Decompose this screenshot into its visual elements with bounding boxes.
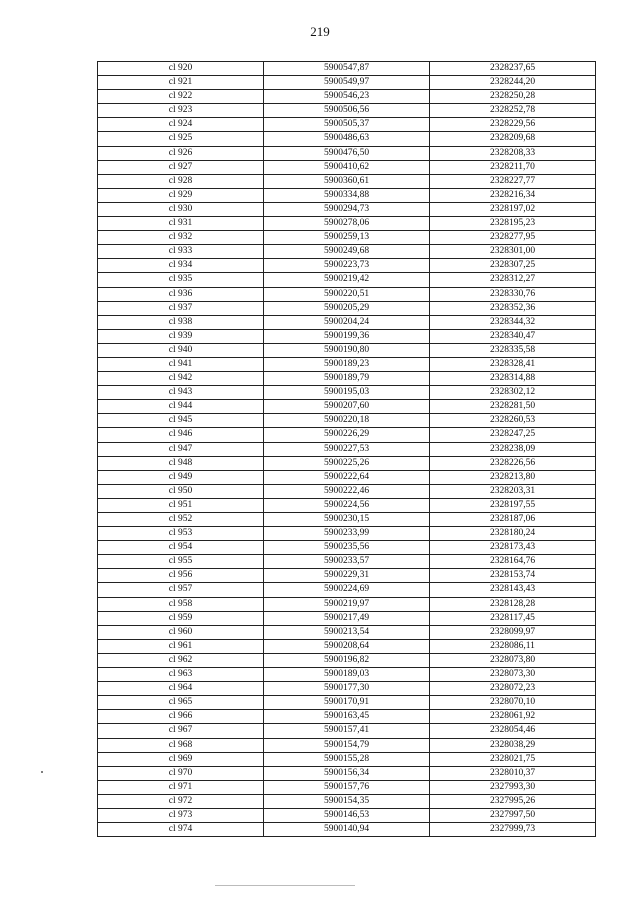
x-coordinate-cell: 5900220,51	[264, 287, 430, 301]
y-coordinate-cell: 2328197,02	[430, 202, 596, 216]
point-id-cell: cl 965	[98, 696, 264, 710]
table-row	[98, 62, 596, 76]
x-coordinate-cell: 5900146,53	[264, 808, 430, 822]
y-coordinate-cell: 2328173,43	[430, 541, 596, 555]
table-row	[98, 527, 596, 541]
y-coordinate-cell: 2328099,97	[430, 625, 596, 639]
x-coordinate-cell: 5900170,91	[264, 696, 430, 710]
x-coordinate-cell: 5900230,15	[264, 513, 430, 527]
point-id-cell: cl 932	[98, 231, 264, 245]
point-id-cell: cl 935	[98, 273, 264, 287]
table-row	[98, 597, 596, 611]
x-coordinate-cell: 5900157,41	[264, 724, 430, 738]
y-coordinate-cell: 2328180,24	[430, 527, 596, 541]
y-coordinate-cell: 2327995,26	[430, 794, 596, 808]
table-row	[98, 555, 596, 569]
table-row	[98, 329, 596, 343]
table-row	[98, 174, 596, 188]
table-row	[98, 245, 596, 259]
x-coordinate-cell: 5900224,56	[264, 498, 430, 512]
point-id-cell: cl 959	[98, 611, 264, 625]
point-id-cell: cl 970	[98, 766, 264, 780]
y-coordinate-cell: 2328328,41	[430, 357, 596, 371]
y-coordinate-cell: 2328247,25	[430, 428, 596, 442]
point-id-cell: cl 966	[98, 710, 264, 724]
x-coordinate-cell: 5900199,36	[264, 329, 430, 343]
y-coordinate-cell: 2328117,45	[430, 611, 596, 625]
point-id-cell: cl 940	[98, 343, 264, 357]
point-id-cell: cl 968	[98, 738, 264, 752]
point-id-cell: cl 952	[98, 513, 264, 527]
point-id-cell: cl 958	[98, 597, 264, 611]
table-row	[98, 315, 596, 329]
y-coordinate-cell: 2328307,25	[430, 259, 596, 273]
y-coordinate-cell: 2328213,80	[430, 470, 596, 484]
x-coordinate-cell: 5900207,60	[264, 400, 430, 414]
x-coordinate-cell: 5900233,57	[264, 555, 430, 569]
point-id-cell: cl 957	[98, 583, 264, 597]
point-id-cell: cl 951	[98, 498, 264, 512]
table-row	[98, 386, 596, 400]
x-coordinate-cell: 5900177,30	[264, 682, 430, 696]
point-id-cell: cl 946	[98, 428, 264, 442]
y-coordinate-cell: 2328216,34	[430, 188, 596, 202]
table-row	[98, 76, 596, 90]
table-row	[98, 414, 596, 428]
x-coordinate-cell: 5900189,03	[264, 668, 430, 682]
point-id-cell: cl 925	[98, 132, 264, 146]
x-coordinate-cell: 5900410,62	[264, 160, 430, 174]
x-coordinate-cell: 5900219,42	[264, 273, 430, 287]
table-row	[98, 104, 596, 118]
table-row	[98, 456, 596, 470]
x-coordinate-cell: 5900547,87	[264, 62, 430, 76]
point-id-cell: cl 964	[98, 682, 264, 696]
x-coordinate-cell: 5900227,53	[264, 442, 430, 456]
y-coordinate-cell: 2328277,95	[430, 231, 596, 245]
y-coordinate-cell: 2328164,76	[430, 555, 596, 569]
x-coordinate-cell: 5900189,79	[264, 372, 430, 386]
y-coordinate-cell: 2328302,12	[430, 386, 596, 400]
point-id-cell: cl 934	[98, 259, 264, 273]
y-coordinate-cell: 2328073,30	[430, 668, 596, 682]
x-coordinate-cell: 5900157,76	[264, 780, 430, 794]
x-coordinate-cell: 5900204,24	[264, 315, 430, 329]
x-coordinate-cell: 5900222,46	[264, 484, 430, 498]
y-coordinate-cell: 2328344,32	[430, 315, 596, 329]
y-coordinate-cell: 2328070,10	[430, 696, 596, 710]
x-coordinate-cell: 5900360,61	[264, 174, 430, 188]
y-coordinate-cell: 2327999,73	[430, 823, 596, 837]
table-row	[98, 484, 596, 498]
y-coordinate-cell: 2328244,20	[430, 76, 596, 90]
point-id-cell: cl 948	[98, 456, 264, 470]
table-row	[98, 400, 596, 414]
table-row	[98, 372, 596, 386]
y-coordinate-cell: 2328021,75	[430, 752, 596, 766]
x-coordinate-cell: 5900223,73	[264, 259, 430, 273]
point-id-cell: cl 924	[98, 118, 264, 132]
y-coordinate-cell: 2327993,30	[430, 780, 596, 794]
y-coordinate-cell: 2328072,23	[430, 682, 596, 696]
table-row	[98, 470, 596, 484]
y-coordinate-cell: 2328330,76	[430, 287, 596, 301]
point-id-cell: cl 936	[98, 287, 264, 301]
y-coordinate-cell: 2328054,46	[430, 724, 596, 738]
point-id-cell: cl 945	[98, 414, 264, 428]
x-coordinate-cell: 5900154,79	[264, 738, 430, 752]
table-row	[98, 442, 596, 456]
point-id-cell: cl 926	[98, 146, 264, 160]
x-coordinate-cell: 5900217,49	[264, 611, 430, 625]
x-coordinate-cell: 5900225,26	[264, 456, 430, 470]
table-row	[98, 738, 596, 752]
point-id-cell: cl 931	[98, 217, 264, 231]
point-id-cell: cl 950	[98, 484, 264, 498]
table-row	[98, 498, 596, 512]
table-row	[98, 639, 596, 653]
table-row	[98, 160, 596, 174]
x-coordinate-cell: 5900233,99	[264, 527, 430, 541]
table-row	[98, 217, 596, 231]
point-id-cell: cl 921	[98, 76, 264, 90]
table-row	[98, 724, 596, 738]
y-coordinate-cell: 2328086,11	[430, 639, 596, 653]
point-id-cell: cl 962	[98, 653, 264, 667]
table-row	[98, 583, 596, 597]
y-coordinate-cell: 2328281,50	[430, 400, 596, 414]
point-id-cell: cl 973	[98, 808, 264, 822]
point-id-cell: cl 943	[98, 386, 264, 400]
y-coordinate-cell: 2328203,31	[430, 484, 596, 498]
coordinates-table	[97, 61, 596, 837]
y-coordinate-cell: 2328352,36	[430, 301, 596, 315]
y-coordinate-cell: 2328238,09	[430, 442, 596, 456]
table-row	[98, 752, 596, 766]
y-coordinate-cell: 2328010,37	[430, 766, 596, 780]
table-row	[98, 357, 596, 371]
x-coordinate-cell: 5900294,73	[264, 202, 430, 216]
point-id-cell: cl 930	[98, 202, 264, 216]
x-coordinate-cell: 5900334,88	[264, 188, 430, 202]
point-id-cell: cl 969	[98, 752, 264, 766]
coordinates-table-body	[98, 62, 596, 837]
y-coordinate-cell: 2328195,23	[430, 217, 596, 231]
scan-speck	[41, 771, 43, 773]
point-id-cell: cl 922	[98, 90, 264, 104]
point-id-cell: cl 927	[98, 160, 264, 174]
point-id-cell: cl 929	[98, 188, 264, 202]
table-row	[98, 653, 596, 667]
table-row	[98, 611, 596, 625]
point-id-cell: cl 947	[98, 442, 264, 456]
table-row	[98, 132, 596, 146]
y-coordinate-cell: 2328237,65	[430, 62, 596, 76]
x-coordinate-cell: 5900549,97	[264, 76, 430, 90]
x-coordinate-cell: 5900220,18	[264, 414, 430, 428]
point-id-cell: cl 928	[98, 174, 264, 188]
point-id-cell: cl 960	[98, 625, 264, 639]
x-coordinate-cell: 5900213,54	[264, 625, 430, 639]
y-coordinate-cell: 2328061,92	[430, 710, 596, 724]
x-coordinate-cell: 5900222,64	[264, 470, 430, 484]
x-coordinate-cell: 5900259,13	[264, 231, 430, 245]
point-id-cell: cl 938	[98, 315, 264, 329]
x-coordinate-cell: 5900195,03	[264, 386, 430, 400]
y-coordinate-cell: 2328252,78	[430, 104, 596, 118]
y-coordinate-cell: 2328143,43	[430, 583, 596, 597]
y-coordinate-cell: 2328229,56	[430, 118, 596, 132]
x-coordinate-cell: 5900249,68	[264, 245, 430, 259]
table-row	[98, 682, 596, 696]
x-coordinate-cell: 5900155,28	[264, 752, 430, 766]
point-id-cell: cl 941	[98, 357, 264, 371]
scan-edge-line	[215, 885, 355, 886]
table-row	[98, 541, 596, 555]
x-coordinate-cell: 5900476,50	[264, 146, 430, 160]
point-id-cell: cl 920	[98, 62, 264, 76]
point-id-cell: cl 967	[98, 724, 264, 738]
y-coordinate-cell: 2328250,28	[430, 90, 596, 104]
x-coordinate-cell: 5900224,69	[264, 583, 430, 597]
table-row	[98, 780, 596, 794]
x-coordinate-cell: 5900156,34	[264, 766, 430, 780]
table-row	[98, 343, 596, 357]
x-coordinate-cell: 5900506,56	[264, 104, 430, 118]
y-coordinate-cell: 2328314,88	[430, 372, 596, 386]
x-coordinate-cell: 5900505,37	[264, 118, 430, 132]
x-coordinate-cell: 5900226,29	[264, 428, 430, 442]
table-row	[98, 766, 596, 780]
point-id-cell: cl 937	[98, 301, 264, 315]
table-row	[98, 90, 596, 104]
x-coordinate-cell: 5900219,97	[264, 597, 430, 611]
y-coordinate-cell: 2328226,56	[430, 456, 596, 470]
y-coordinate-cell: 2328227,77	[430, 174, 596, 188]
table-row	[98, 118, 596, 132]
table-row	[98, 710, 596, 724]
x-coordinate-cell: 5900140,94	[264, 823, 430, 837]
point-id-cell: cl 939	[98, 329, 264, 343]
point-id-cell: cl 955	[98, 555, 264, 569]
point-id-cell: cl 972	[98, 794, 264, 808]
x-coordinate-cell: 5900486,63	[264, 132, 430, 146]
page-number: 219	[310, 24, 330, 39]
table-row	[98, 287, 596, 301]
table-row	[98, 146, 596, 160]
y-coordinate-cell: 2328209,68	[430, 132, 596, 146]
x-coordinate-cell: 5900278,06	[264, 217, 430, 231]
y-coordinate-cell: 2328038,29	[430, 738, 596, 752]
y-coordinate-cell: 2328312,27	[430, 273, 596, 287]
point-id-cell: cl 944	[98, 400, 264, 414]
x-coordinate-cell: 5900546,23	[264, 90, 430, 104]
table-row	[98, 625, 596, 639]
table-row	[98, 808, 596, 822]
x-coordinate-cell: 5900163,45	[264, 710, 430, 724]
y-coordinate-cell: 2328211,70	[430, 160, 596, 174]
table-row	[98, 668, 596, 682]
y-coordinate-cell: 2328187,06	[430, 513, 596, 527]
y-coordinate-cell: 2328335,58	[430, 343, 596, 357]
y-coordinate-cell: 2328153,74	[430, 569, 596, 583]
point-id-cell: cl 923	[98, 104, 264, 118]
y-coordinate-cell: 2328301,00	[430, 245, 596, 259]
table-row	[98, 301, 596, 315]
table-row	[98, 202, 596, 216]
x-coordinate-cell: 5900190,80	[264, 343, 430, 357]
x-coordinate-cell: 5900196,82	[264, 653, 430, 667]
table-row	[98, 823, 596, 837]
y-coordinate-cell: 2328128,28	[430, 597, 596, 611]
point-id-cell: cl 953	[98, 527, 264, 541]
x-coordinate-cell: 5900189,23	[264, 357, 430, 371]
table-row	[98, 259, 596, 273]
table-row	[98, 794, 596, 808]
point-id-cell: cl 963	[98, 668, 264, 682]
y-coordinate-cell: 2328208,33	[430, 146, 596, 160]
x-coordinate-cell: 5900229,31	[264, 569, 430, 583]
y-coordinate-cell: 2327997,50	[430, 808, 596, 822]
x-coordinate-cell: 5900205,29	[264, 301, 430, 315]
point-id-cell: cl 954	[98, 541, 264, 555]
y-coordinate-cell: 2328340,47	[430, 329, 596, 343]
point-id-cell: cl 949	[98, 470, 264, 484]
table-row	[98, 428, 596, 442]
table-row	[98, 273, 596, 287]
table-row	[98, 569, 596, 583]
x-coordinate-cell: 5900208,64	[264, 639, 430, 653]
point-id-cell: cl 961	[98, 639, 264, 653]
point-id-cell: cl 956	[98, 569, 264, 583]
point-id-cell: cl 971	[98, 780, 264, 794]
y-coordinate-cell: 2328260,53	[430, 414, 596, 428]
point-id-cell: cl 933	[98, 245, 264, 259]
table-row	[98, 231, 596, 245]
x-coordinate-cell: 5900235,56	[264, 541, 430, 555]
point-id-cell: cl 974	[98, 823, 264, 837]
table-row	[98, 188, 596, 202]
y-coordinate-cell: 2328197,55	[430, 498, 596, 512]
table-row	[98, 696, 596, 710]
x-coordinate-cell: 5900154,35	[264, 794, 430, 808]
table-row	[98, 513, 596, 527]
point-id-cell: cl 942	[98, 372, 264, 386]
y-coordinate-cell: 2328073,80	[430, 653, 596, 667]
